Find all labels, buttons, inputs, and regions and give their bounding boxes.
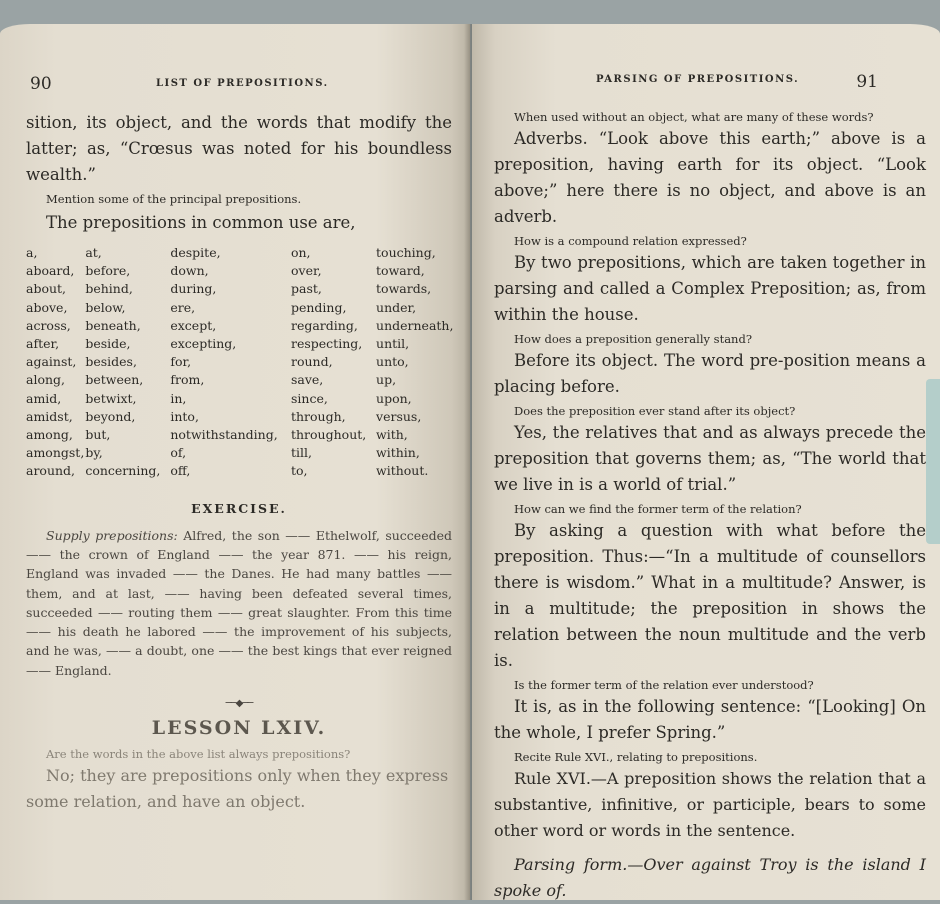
left-question-2: Are the words in the above list always prepositions?	[46, 747, 351, 762]
prep-word: into,	[170, 408, 199, 424]
right-page-header	[494, 72, 926, 100]
prep-word: a,	[26, 245, 38, 260]
prep-column-2	[85, 244, 170, 481]
prep-word: during,	[170, 281, 217, 297]
prep-word: from,	[170, 372, 205, 388]
prep-word: between,	[85, 372, 144, 388]
ornament-divider-icon: ──◆──	[225, 698, 253, 710]
prep-word: about,	[26, 281, 67, 297]
prep-word: upon,	[376, 390, 412, 406]
prep-word: until,	[376, 336, 410, 352]
prep-word: versus,	[376, 408, 422, 424]
left-question-1: Mention some of the principal prepositions.	[46, 192, 302, 206]
right-answer-1: Adverbs. “Look above this earth;” above is a preposition, having earth for its object. “Look above;” here there is no object, and above is an adverb.	[494, 129, 926, 226]
exercise-label: Supply prepositions:	[46, 527, 178, 543]
right-answer-6: It is, as in the following sentence: “[Looking] On the whole, I prefer Spring.”	[494, 697, 926, 742]
right-edge-tab	[926, 379, 940, 544]
prep-word: beneath,	[85, 317, 141, 333]
rule-xvi: Rule XVI.—A preposition shows the relation that a substantive, infinitive, or participle, bears to some other word or words in the sentence.	[494, 769, 926, 840]
prep-word: beside,	[85, 336, 131, 352]
prep-word: above,	[26, 299, 68, 315]
prep-word: through,	[290, 408, 346, 424]
prep-word: touching,	[376, 245, 436, 260]
right-running-title: PARSING OF PREPOSITIONS.	[596, 74, 800, 85]
prep-word: around,	[26, 463, 76, 479]
prep-word: respecting,	[290, 336, 363, 352]
right-question-2: How is a compound relation expressed?	[514, 234, 747, 248]
prep-word: up,	[376, 372, 397, 388]
prep-word: across,	[26, 317, 71, 333]
prep-word: among,	[26, 427, 73, 443]
prep-word: concerning,	[85, 463, 161, 479]
prep-word: to,	[290, 463, 308, 479]
prep-word: in,	[170, 390, 187, 406]
prep-word: on,	[290, 245, 311, 260]
exercise-text	[26, 526, 452, 680]
right-question-7: Recite Rule XVI., relating to prepositions.	[514, 750, 758, 764]
exercise-body: Alfred, the son —— Ethelwolf, succeeded —— the crown of England —— the year 871. —— his reign, England was invaded —— the Danes. He had many battles —— them, and at last, —— having been defeated several times, succeeded —— routing them —— great slaughter. From this time —— his death he labored —— the improvement of his subjects, and he was, —— a doubt, one —— the best kings that ever reigned —— England.	[26, 527, 452, 678]
right-question-6: Is the former term of the relation ever understood?	[514, 678, 814, 692]
right-answer-5: By asking a question with what before the preposition. Thus:—“In a multitude of counsellors there is wisdom.” What in a multitude? Answer, is in a multitude; the preposition in shows the relation between the noun multitude and the verb is.	[494, 521, 926, 670]
right-answer-2: By two prepositions, which are taken together in parsing and called a Complex Preposition; as, from within the house.	[494, 253, 926, 324]
prep-word: excepting,	[170, 336, 237, 352]
right-page-number: 91	[856, 72, 878, 92]
left-page-header	[26, 74, 452, 102]
prep-word: beyond,	[85, 408, 136, 424]
prep-word: since,	[290, 390, 328, 406]
right-page	[472, 24, 940, 900]
prep-word: of,	[170, 445, 187, 461]
prep-word: underneath,	[376, 317, 454, 333]
prep-word: within,	[376, 445, 420, 461]
prep-word: except,	[170, 317, 217, 333]
prep-word: by,	[85, 445, 103, 461]
left-answer-1: The prepositions in common use are,	[46, 213, 356, 232]
prep-word: ere,	[170, 299, 196, 315]
prep-word: aboard,	[26, 263, 75, 279]
prep-word: amongst,	[26, 445, 85, 461]
prep-column-4	[291, 244, 376, 481]
prep-word: besides,	[85, 354, 137, 370]
prep-word: throughout,	[290, 427, 367, 443]
prep-word: amid,	[26, 390, 62, 406]
prep-word: round,	[290, 354, 333, 370]
prep-word: but,	[85, 427, 111, 443]
prep-column-3	[170, 244, 291, 481]
left-page-number: 90	[30, 74, 52, 94]
prep-word: for,	[170, 354, 192, 370]
left-page	[0, 24, 470, 900]
prep-word: despite,	[170, 245, 221, 260]
right-answer-3: Before its object. The word pre-position means a placing before.	[494, 351, 926, 396]
lesson-title: LESSON LXIV.	[151, 717, 327, 740]
right-question-5: How can we find the former term of the relation?	[514, 502, 802, 516]
right-answer-4: Yes, the relatives that and as always precede the preposition that governs them; as, “The world that we live in is a world of trial.”	[494, 423, 926, 494]
prep-word: against,	[26, 354, 77, 370]
prep-word: at,	[85, 245, 102, 260]
right-question-4: Does the preposition ever stand after its object?	[514, 404, 796, 418]
prep-word: till,	[290, 445, 312, 461]
prep-word: before,	[85, 263, 131, 279]
left-answer-2: No; they are prepositions only when they express some relation, and have an object.	[26, 766, 449, 812]
parsing-form: Parsing form.—Over against Troy is the island I spoke of.	[494, 855, 926, 900]
prep-word: after,	[26, 336, 60, 352]
prep-word: behind,	[85, 281, 133, 297]
prep-word: regarding,	[290, 317, 358, 333]
prep-word: pending,	[290, 299, 347, 315]
prep-word: down,	[170, 263, 209, 279]
prep-word: with,	[376, 427, 408, 443]
right-question-3: How does a preposition generally stand?	[514, 332, 752, 346]
prep-word: off,	[170, 463, 191, 479]
prep-word: towards,	[376, 281, 432, 297]
prep-word: without.	[376, 463, 429, 479]
preposition-list	[26, 244, 452, 481]
prep-word: betwixt,	[85, 390, 137, 406]
exercise-title: EXERCISE.	[191, 500, 287, 516]
prep-column-1	[26, 244, 85, 481]
prep-word: toward,	[376, 263, 425, 279]
left-running-title: LIST OF PREPOSITIONS.	[156, 78, 329, 89]
prep-word: along,	[26, 372, 66, 388]
prep-word: notwithstanding,	[170, 427, 278, 443]
right-question-1: When used without an object, what are many of these words?	[514, 110, 874, 124]
prep-word: unto,	[376, 354, 409, 370]
left-opening-text: sition, its object, and the words that modify the latter; as, “Crœsus was noted for his boundless wealth.”	[26, 113, 452, 184]
prep-word: under,	[376, 299, 417, 315]
prep-column-5	[376, 244, 452, 481]
prep-word: past,	[290, 281, 322, 297]
prep-word: amidst,	[26, 408, 73, 424]
prep-word: below,	[85, 299, 126, 315]
prep-word: save,	[290, 372, 324, 388]
prep-word: over,	[290, 263, 322, 279]
